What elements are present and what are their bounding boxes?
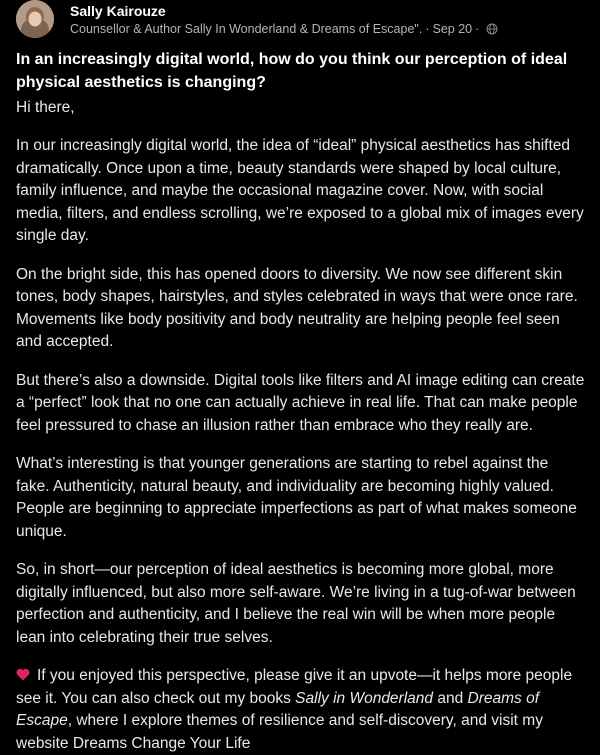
answer-paragraph: On the bright side, this has opened doors to diversity. We now see different skin tones, body shapes, hairstyles, and styles celebrated in ways that were once rare. Movements like body positivity and body neutrality are helping people feel seen and accepted. bbox=[16, 265, 578, 350]
author-name[interactable]: Sally Kairouze bbox=[70, 3, 166, 19]
answer-paragraph: But there’s also a downside. Digital tools like filters and AI image editing can create a “perfect” look that no one can actually achieve in real life. That can make people feel pressured to chase an illusion rather than embrace who they really are. bbox=[16, 371, 585, 434]
answer-paragraph: What’s interesting is that younger generations are starting to rebel against the fake. Authenticity, natural beauty, and individuality are becoming highly valued. People are beginning to appreciate imperfections as part of what makes someone unique. bbox=[16, 455, 577, 540]
answer-footer bbox=[16, 665, 586, 755]
author-credential[interactable]: Counsellor & Author Sally In Wonderland & Dreams of Escape". bbox=[70, 22, 423, 36]
meta-separator: · bbox=[425, 22, 430, 36]
answer-paragraph: So, in short—our perception of ideal aesthetics is becoming more global, more digitally influenced, but also more self-aware. We’re living in a tug-of-war between perfection and authenticity, and I believe the real win will be when more people lean into celebrating their true selves. bbox=[16, 561, 576, 646]
book-title: Sally in Wonderland bbox=[295, 689, 434, 707]
footer-text: If you enjoyed this perspective, please give it an upvote—it helps more people see it. You can also check out my books bbox=[16, 667, 573, 707]
author-avatar[interactable] bbox=[16, 0, 54, 38]
meta-separator: · bbox=[475, 22, 480, 36]
answer-greeting: Hi there, bbox=[16, 99, 75, 116]
author-meta bbox=[70, 22, 498, 36]
globe-icon bbox=[486, 23, 498, 35]
post-date[interactable]: Sep 20 bbox=[432, 22, 473, 36]
footer-text: , where I explore themes of resilience and self-discovery, and visit my website Dreams Change Your Life bbox=[16, 712, 543, 752]
answer-paragraph: In our increasingly digital world, the idea of “ideal” physical aesthetics has shifted dramatically. Once upon a time, beauty standards were shaped by local culture, family influence, and maybe the occasional magazine cover. Now, with social media, filters, and endless scrolling, we’re exposed to a global mix of images every single day. bbox=[16, 137, 584, 244]
question-title[interactable]: In an increasingly digital world, how do you think our perception of ideal physical aesthetics is changing? bbox=[16, 51, 568, 91]
book-title: Dreams of Escape bbox=[16, 689, 540, 729]
post-header bbox=[16, 0, 586, 42]
footer-text: and bbox=[433, 689, 468, 707]
heart-icon bbox=[16, 666, 30, 679]
